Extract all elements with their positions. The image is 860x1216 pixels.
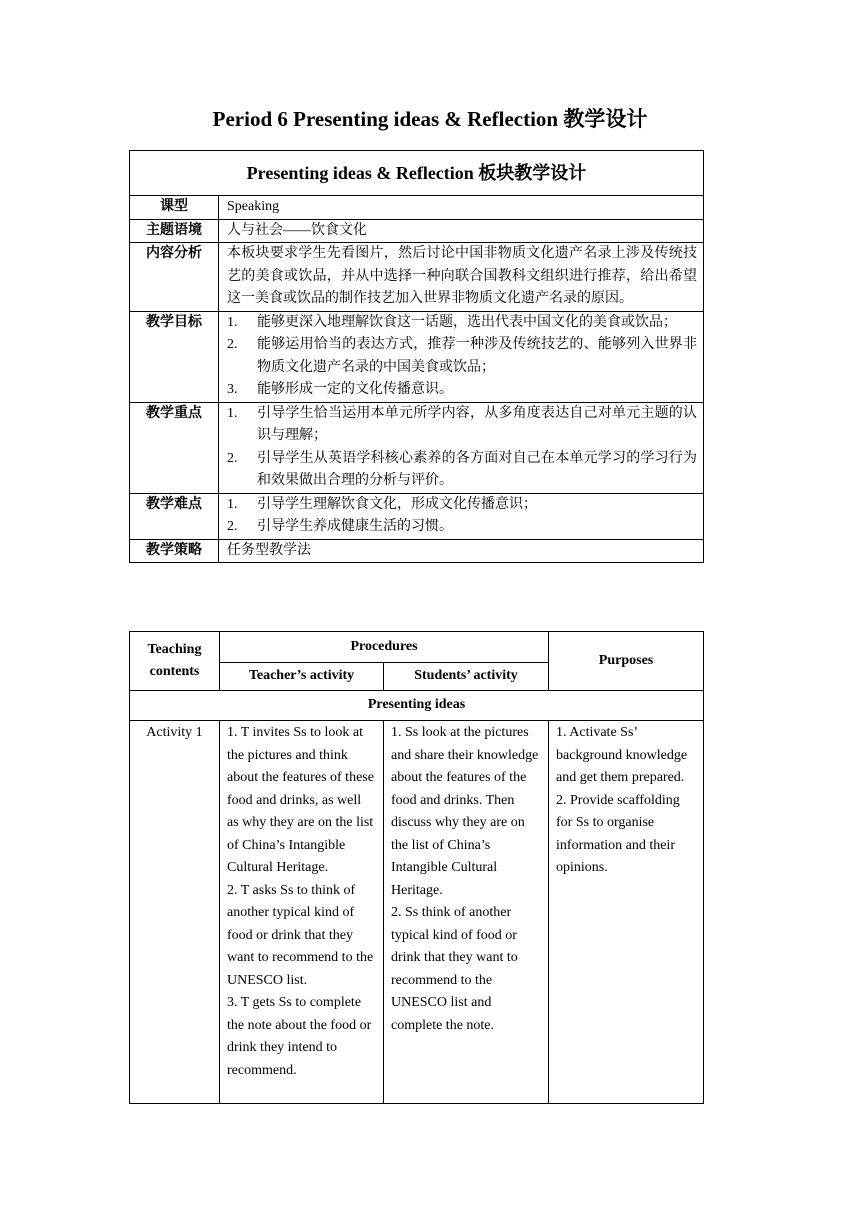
design-table [129,150,704,563]
header-students-activity: Students’ activity [384,663,549,691]
table-row [130,721,704,1104]
section-heading: Presenting ideas [130,691,704,721]
list-item: 1. 引导学生理解饮食文化，形成文化传播意识； [227,496,537,512]
list-item: 2. Provide scaffolding for Ss to organise information and their opinions. [556,792,680,875]
row-label-theme: 主题语境 [130,219,219,243]
table-row [130,311,704,402]
list-item: 2. 能够运用恰当的表达方式，推荐一种涉及传统技艺的、能够列入世界非物质文化遗产名录的中国美食或饮品； [227,337,697,375]
list-item: 2. Ss think of another typical kind of food or drink that they want to recommend to the UNESCO list and complete the note. [391,905,518,1033]
row-label-key-points: 教学重点 [130,402,219,493]
table-row [130,196,704,220]
list-item: 1. Activate Ss’ background knowledge and get them prepared. [556,725,688,785]
table-row [130,493,704,539]
row-label-difficulties: 教学难点 [130,493,219,539]
row-label-strategy: 教学策略 [130,539,219,563]
table-row [130,243,704,312]
row-value-strategy: 任务型教学法 [219,539,704,563]
row-label-content-analysis: 内容分析 [130,243,219,312]
list-item: 1. Ss look at the pictures and share their knowledge about the features of the food and drinks. Then discuss why they are on the list of China’s Intangible Cultural Heritage. [391,725,539,898]
list-item: 2. 引导学生从英语学科核心素养的各方面对自己在本单元学习的学习行为和效果做出合理的分析与评价。 [227,450,697,488]
row-value-theme: 人与社会——饮食文化 [219,219,704,243]
row-value-lesson-type: Speaking [219,196,704,220]
header-purposes: Purposes [549,632,704,691]
header-procedures: Procedures [220,632,549,663]
list-item: 2. 引导学生养成健康生活的习惯。 [227,519,453,534]
table-row [130,402,704,493]
students-activity-cell [384,721,549,1104]
row-value-key-points [219,402,704,493]
page-title: Period 6 Presenting ideas & Reflection 教学设计 [212,107,648,131]
list-item: 3. T gets Ss to complete the note about the food or drink they intend to recommend. [227,995,372,1078]
purposes-cell [549,721,704,1104]
list-item: 1. 引导学生恰当运用本单元所学内容，从多角度表达自己对单元主题的认识与理解； [227,405,697,443]
design-table-caption: Presenting ideas & Reflection 板块教学设计 [130,151,704,196]
row-value-difficulties [219,493,704,539]
header-teacher-activity: Teacher’s activity [220,663,384,691]
list-item: 2. T asks Ss to think of another typical kind of food or drink that they want to recommend to the UNESCO list. [227,882,374,988]
teacher-activity-cell [220,721,384,1104]
header-teaching-contents: Teaching contents [130,632,220,691]
activity-name: Activity 1 [130,721,220,1104]
table-row [130,539,704,563]
table-row [130,219,704,243]
procedure-table [129,631,704,1104]
list-item: 1. 能够更深入地理解饮食这一话题，选出代表中国文化的美食或饮品； [227,314,677,330]
row-value-objectives [219,311,704,402]
row-label-lesson-type: 课型 [130,196,219,220]
list-item: 1. T invites Ss to look at the pictures and think about the features of these food and drinks, as well as why they are on the list of China’s Intangible Cultural Heritage. [227,725,374,875]
row-label-objectives: 教学目标 [130,311,219,402]
row-value-content-analysis: 本板块要求学生先看图片，然后讨论中国非物质文化遗产名录上涉及传统技艺的美食或饮品，并从中选择一种向联合国教科文组织进行推荐，给出希望这一美食或饮品的制作技艺加入世界非物质文化遗产名录的原因。 [219,243,704,312]
list-item: 3. 能够形成一定的文化传播意识。 [227,382,453,397]
